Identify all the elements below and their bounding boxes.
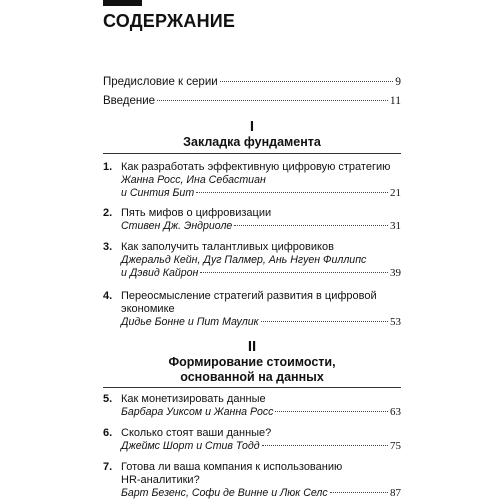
dot-leader [157,100,388,101]
chapter-authors: Жанна Росс, Ина Себастиан [121,174,266,186]
part-title-line: Закладка фундамента [183,135,321,149]
page-number: 75 [390,440,401,452]
top-rule [103,0,142,6]
toc-entry-preface [103,76,401,88]
chapter-authors: Дидье Бонне и Пит Маулик [121,316,259,328]
chapter-entry [103,393,401,419]
dot-leader [330,492,388,493]
page-number: 39 [390,267,401,279]
page-number: 53 [390,316,401,328]
chapter-entry [103,427,401,453]
dot-leader [200,272,388,273]
chapter-entry [103,161,401,200]
entry-label: Введение [103,95,156,107]
chapter-authors: Джеймс Шорт и Стив Тодд [121,440,260,452]
part-rule [103,387,401,388]
page-number: 31 [390,220,401,232]
chapter-title: Как разработать эффективную цифровую стратегию [121,161,391,173]
part-title [103,355,401,385]
toc-entry-introduction [103,95,401,107]
dot-leader [275,411,388,412]
chapter-entry [103,241,401,280]
chapter-entry [103,461,401,500]
chapter-title: Переосмысление стратегий развития в цифровой [121,290,377,302]
chapter-number: 4. [103,290,113,302]
chapter-entry [103,290,401,329]
chapter-title: Как монетизировать данные [121,393,266,405]
chapter-authors: и Синтия Бит [121,187,195,199]
page-title: СОДЕРЖАНИЕ [103,11,236,31]
page-number: 63 [390,406,401,418]
chapter-number: 7. [103,461,113,473]
chapter-authors: Стивен Дж. Эндриоле [121,220,233,232]
chapter-authors: Барт Безенс, Софи де Винне и Люк Селс [121,487,328,499]
entry-label: Предисловие к серии [103,76,218,88]
chapter-authors: Джеральд Кейн, Дуг Палмер, Ань Нгуен Филлипс [121,254,367,266]
chapter-title: Готова ли ваша компания к использованию [121,461,343,473]
part-title-line: Формирование стоимости, [168,355,336,369]
chapter-authors: и Дэвид Кайрон [121,267,199,279]
dot-leader [220,81,394,82]
page-number: 21 [390,187,401,199]
chapter-entry [103,207,401,233]
chapter-title: экономике [121,303,175,315]
chapter-authors: Барбара Уиксом и Жанна Росс [121,406,274,418]
dot-leader [261,321,388,322]
dot-leader [234,225,388,226]
page-number: 11 [389,95,401,107]
chapter-number: 2. [103,207,113,219]
part-title-line: основанной на данных [180,370,324,384]
dot-leader [262,445,388,446]
part-numeral: I [249,118,255,135]
chapter-title: Как заполучить талантливых цифровиков [121,241,334,253]
chapter-number: 5. [103,393,113,405]
part-rule [103,153,401,154]
chapter-number: 3. [103,241,113,253]
part-title [103,135,401,150]
page-number: 9 [395,76,401,88]
chapter-number: 1. [103,161,113,173]
dot-leader [196,192,388,193]
chapter-title: HR-аналитики? [121,474,200,486]
page-number: 87 [390,487,401,499]
chapter-title: Сколько стоят ваши данные? [121,427,272,439]
part-numeral: II [247,338,257,355]
chapter-number: 6. [103,427,113,439]
chapter-title: Пять мифов о цифровизации [121,207,272,219]
